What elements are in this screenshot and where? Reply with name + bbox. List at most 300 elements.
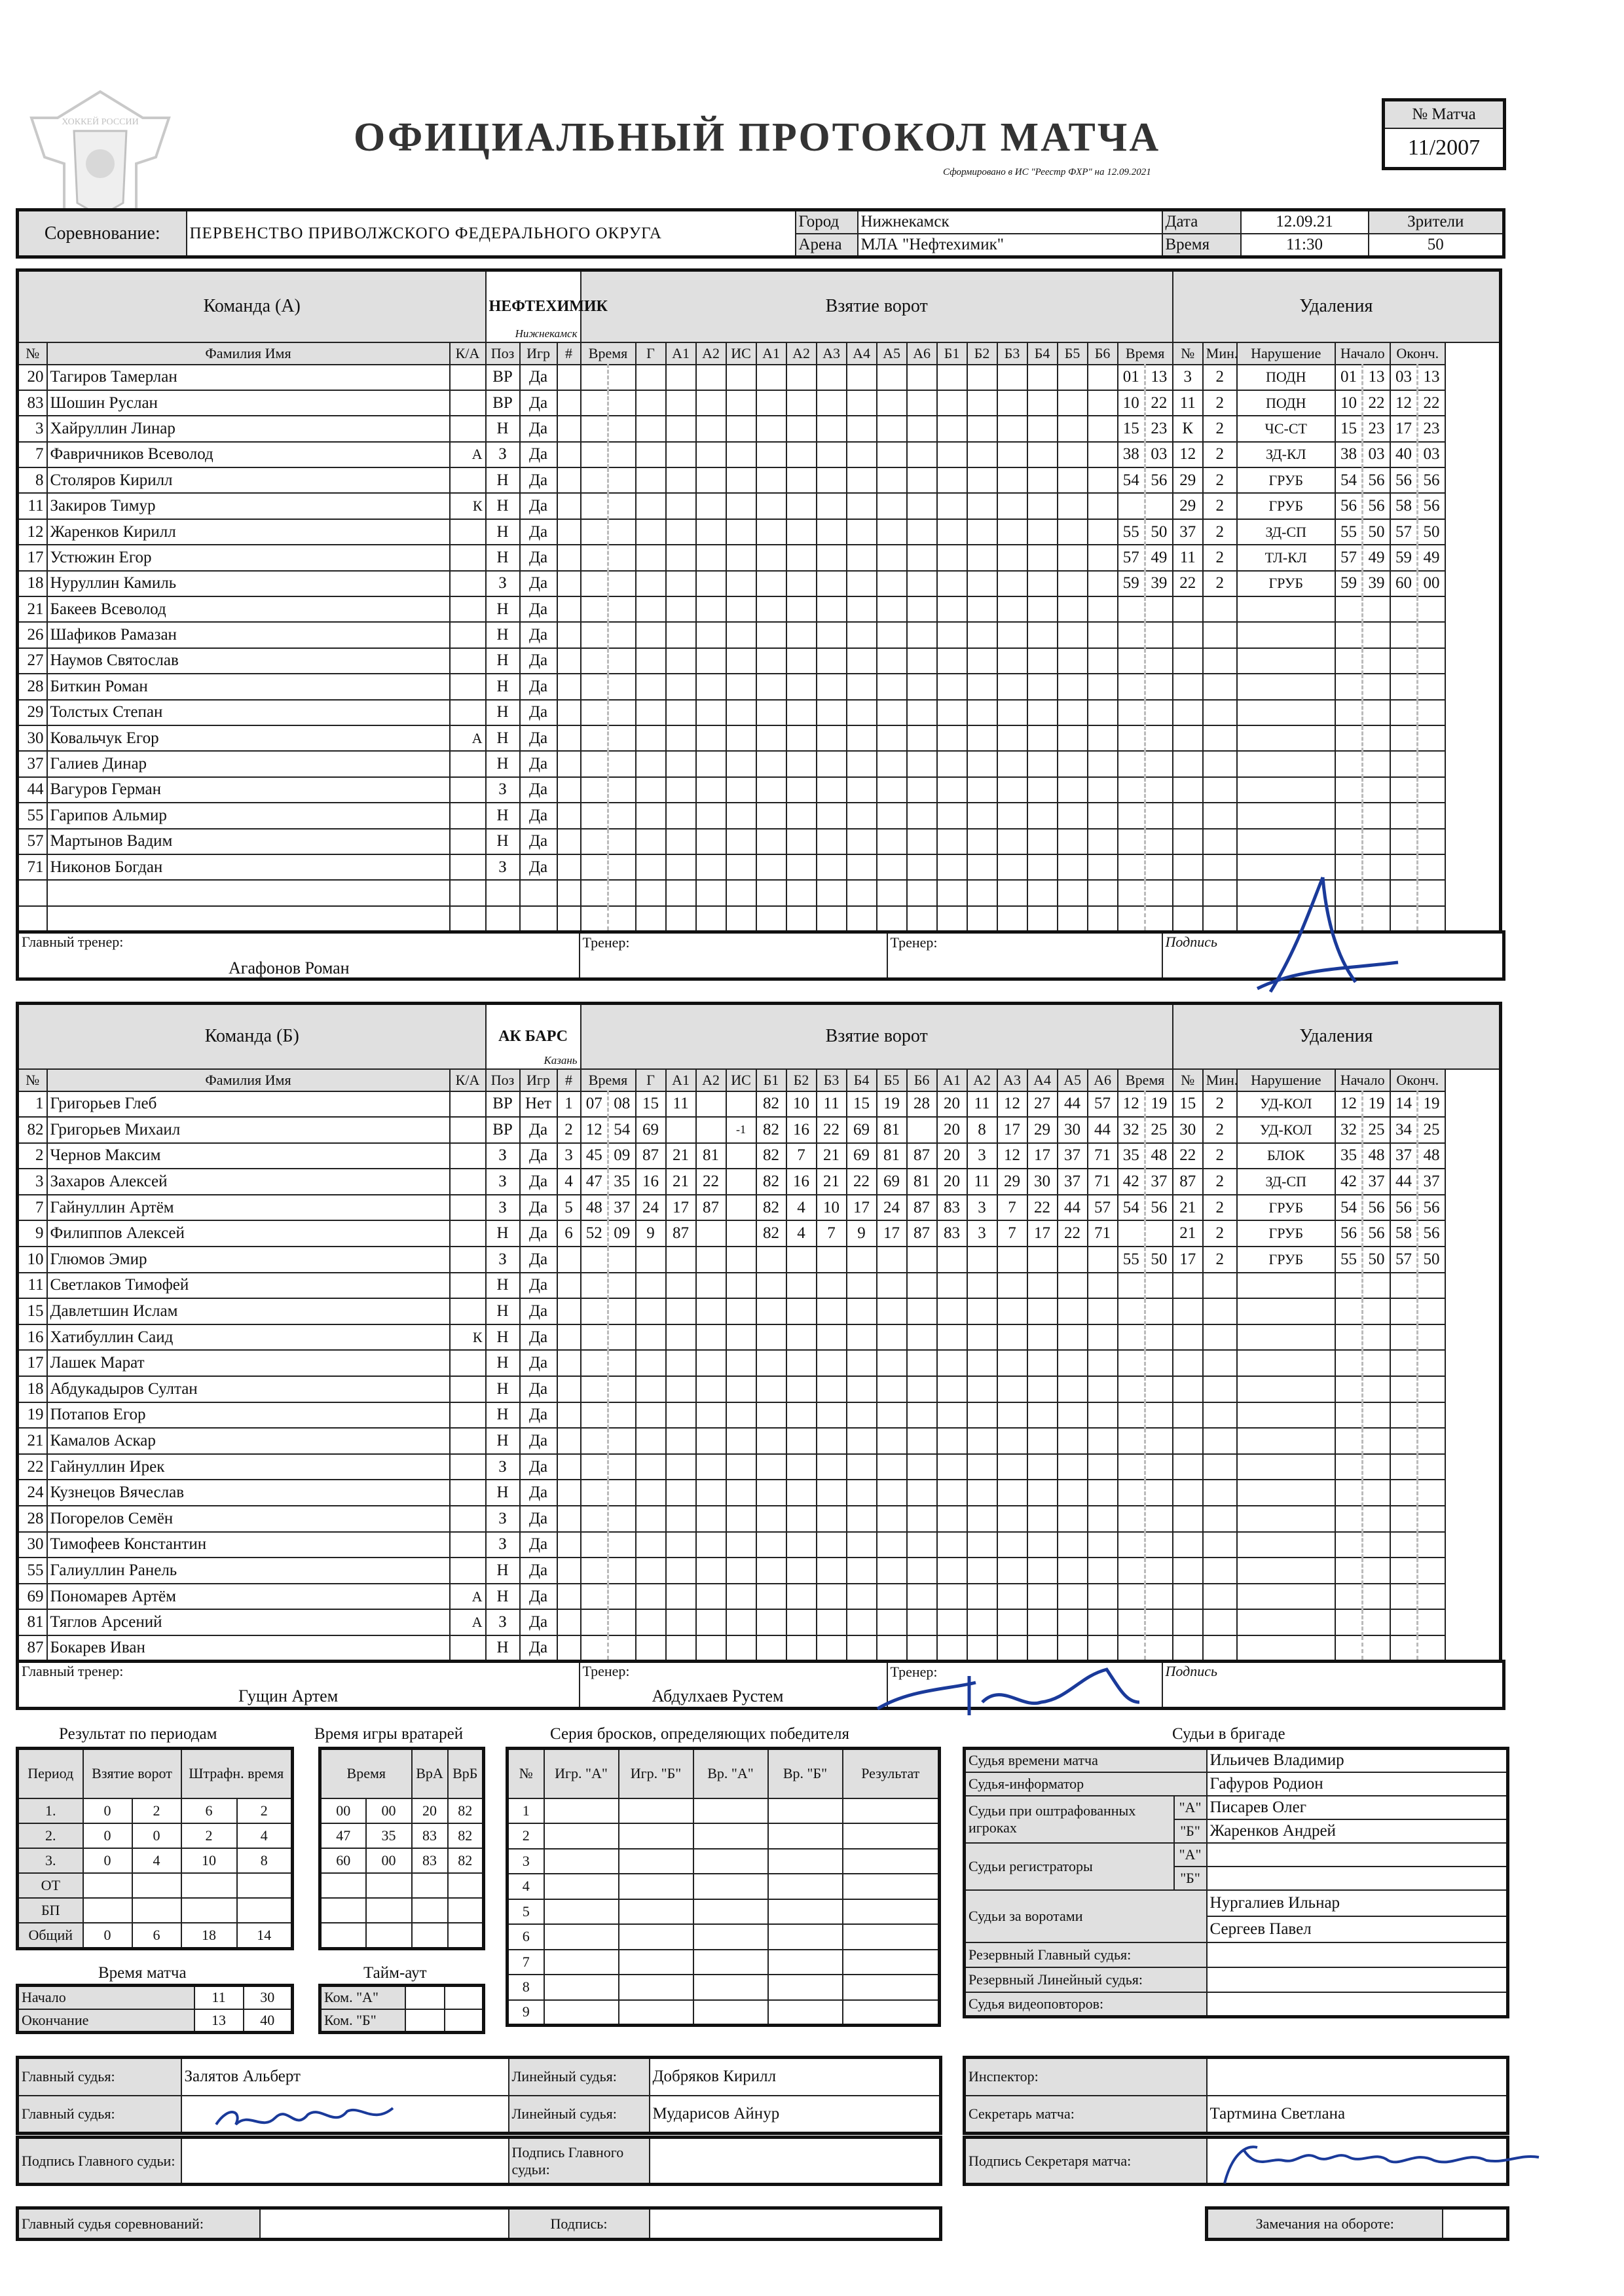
team_b-player-pos: Н bbox=[486, 1558, 520, 1584]
team_b-goal-own-onice: 7 bbox=[817, 1220, 847, 1247]
team_b-player-no: 11 bbox=[18, 1273, 47, 1299]
competition-ref-label: Главный судья соревнований: bbox=[18, 2208, 260, 2240]
team_a-player-no: 27 bbox=[18, 648, 47, 674]
team_b-goal-n: 5 bbox=[557, 1195, 581, 1221]
goalie-va: 83 bbox=[412, 1848, 448, 1873]
officials-title: Судьи в бригаде bbox=[1172, 1725, 1285, 1743]
team_a-pen-ts: 39 bbox=[1145, 571, 1173, 596]
team_b-pen-min: 2 bbox=[1203, 1195, 1237, 1221]
team_b-player-ka bbox=[450, 1143, 486, 1169]
arena: МЛА "Нефтехимик" bbox=[858, 234, 1162, 257]
team_b-player-no: 9 bbox=[18, 1220, 47, 1247]
team_b-goal-a1: 87 bbox=[666, 1220, 696, 1247]
team_b-pen-sm: 35 bbox=[1335, 1143, 1363, 1169]
team_a-pen-viol: ГРУБ bbox=[1237, 467, 1335, 493]
team_a-h-ka: К/А bbox=[450, 342, 486, 365]
table-row bbox=[18, 803, 1501, 828]
team_b-goal-own-onice: 81 bbox=[877, 1143, 907, 1169]
team_b-pen-es: 56 bbox=[1418, 1220, 1445, 1247]
period-pa: 6 bbox=[181, 1798, 237, 1823]
team_b-player-pos: Н bbox=[486, 1635, 520, 1662]
team_a-player-play: Да bbox=[520, 803, 557, 828]
line-ref-label-1: Линейный судья: bbox=[509, 2058, 650, 2096]
goalie-s: 00 bbox=[366, 1798, 412, 1823]
team_a-player-name: Устюжин Егор bbox=[47, 545, 450, 570]
team_a-player-no: 83 bbox=[18, 390, 47, 416]
team_b-h-onice-opp: А4 bbox=[1027, 1069, 1058, 1091]
team-b-goals-title: Взятие ворот bbox=[581, 1004, 1173, 1069]
coach-b-signature bbox=[871, 1663, 1146, 1722]
team_b-player-no: 1 bbox=[18, 1091, 47, 1118]
team_a-pen-es: 03 bbox=[1418, 442, 1445, 467]
goalie-s bbox=[366, 1898, 412, 1923]
team_b-goal-opp-onice: 17 bbox=[997, 1117, 1027, 1143]
team_b-pen-es: 25 bbox=[1418, 1117, 1445, 1143]
shootout-no: 5 bbox=[507, 1899, 544, 1925]
team_b-goal-opp-onice: 44 bbox=[1088, 1117, 1118, 1143]
team_a-player-no: 21 bbox=[18, 596, 47, 622]
team_b-player-name: Филиппов Алексей bbox=[47, 1220, 450, 1247]
team_b-goal-is bbox=[726, 1091, 756, 1118]
penbox-b: Жаренков Андрей bbox=[1207, 1819, 1508, 1843]
team_a-player-no: 17 bbox=[18, 545, 47, 570]
team_a-pen-ss: 23 bbox=[1363, 416, 1390, 441]
team-a-head-coach: Агафонов Роман bbox=[229, 958, 350, 977]
team_b-goal-is: -1 bbox=[726, 1117, 756, 1143]
competition-label: Соревнование: bbox=[18, 210, 187, 257]
team-b-sign-cell bbox=[1162, 1662, 1504, 1709]
period-gb: 6 bbox=[132, 1923, 181, 1949]
goalie-va bbox=[412, 1923, 448, 1949]
team-a-coach1-label: Тренер: bbox=[582, 934, 630, 951]
table-row bbox=[18, 1376, 1501, 1402]
team_a-h-onice-opp: Б4 bbox=[1027, 342, 1058, 365]
team_b-player-play: Да bbox=[520, 1376, 557, 1402]
timekeeper: Ильичев Владимир bbox=[1207, 1749, 1508, 1772]
table-row bbox=[18, 1584, 1501, 1610]
team_b-pen-sm: 32 bbox=[1335, 1117, 1363, 1143]
team_b-h-g_a2: А2 bbox=[696, 1069, 726, 1091]
team_a-player-name: Ковальчук Егор bbox=[47, 725, 450, 751]
goalie-m bbox=[320, 1923, 366, 1949]
team_b-player-name: Глюмов Эмир bbox=[47, 1247, 450, 1273]
team_a-player-play: Да bbox=[520, 829, 557, 854]
team_b-goal-own-onice: 11 bbox=[817, 1091, 847, 1118]
table-row bbox=[18, 1247, 1501, 1273]
team_b-pen-ss: 37 bbox=[1363, 1169, 1390, 1195]
team_a-h-goal-no: # bbox=[557, 342, 581, 365]
team_a-player-pos: З bbox=[486, 777, 520, 803]
team_a-player-ka bbox=[450, 777, 486, 803]
team_b-goal-is bbox=[726, 1195, 756, 1221]
team_a-player-ka bbox=[450, 803, 486, 828]
team_a-pen-em: 59 bbox=[1390, 545, 1418, 570]
team_b-goal-ts: 35 bbox=[608, 1169, 636, 1195]
team_b-pen-em: 37 bbox=[1390, 1143, 1418, 1169]
team_b-goal-own-onice: 17 bbox=[877, 1220, 907, 1247]
team_b-pen-ts: 50 bbox=[1145, 1247, 1173, 1273]
team_a-player-ka bbox=[450, 829, 486, 854]
team_b-pen-min: 2 bbox=[1203, 1247, 1237, 1273]
team_b-player-name: Кузнецов Вячеслав bbox=[47, 1480, 450, 1506]
team_b-goal-own-onice: 87 bbox=[907, 1143, 937, 1169]
line-ref-2: Мударисов Айнур bbox=[650, 2096, 941, 2134]
informer-label: Судья-информатор bbox=[965, 1772, 1207, 1796]
team_a-pen-tm: 01 bbox=[1118, 365, 1145, 390]
team_b-goal-n: 4 bbox=[557, 1169, 581, 1195]
team-a-name: НЕФТЕХИМИК bbox=[489, 297, 608, 315]
team_b-goal-ts: 09 bbox=[608, 1220, 636, 1247]
team_a-pen-ts bbox=[1145, 493, 1173, 519]
team_b-player-ka bbox=[450, 1402, 486, 1429]
team_a-pen-ts: 56 bbox=[1145, 467, 1173, 493]
team-a-coach1-cell bbox=[580, 932, 887, 979]
team_a-pen-ss: 50 bbox=[1363, 519, 1390, 545]
goalie-m bbox=[320, 1898, 366, 1923]
team_a-pen-em: 58 bbox=[1390, 493, 1418, 519]
table-row bbox=[18, 1273, 1501, 1299]
team_a-pen-em: 40 bbox=[1390, 442, 1418, 467]
team_a-h-pen-start: Начало bbox=[1335, 342, 1390, 365]
team_b-pen-min: 2 bbox=[1203, 1169, 1237, 1195]
table-row bbox=[18, 1428, 1501, 1454]
team_b-goal-tm: 12 bbox=[581, 1117, 608, 1143]
team_b-goal-opp-onice: 20 bbox=[937, 1169, 967, 1195]
team_b-player-ka bbox=[450, 1506, 486, 1532]
goalie-m: 47 bbox=[320, 1823, 366, 1848]
team_b-player-ka bbox=[450, 1558, 486, 1584]
team_a-h-g_a1: А1 bbox=[666, 342, 696, 365]
team_a-pen-em: 12 bbox=[1390, 390, 1418, 416]
team_b-player-pos: З bbox=[486, 1532, 520, 1558]
team_b-pen-ss: 48 bbox=[1363, 1143, 1390, 1169]
team_a-pen-es: 56 bbox=[1418, 467, 1445, 493]
team_a-player-no: 11 bbox=[18, 493, 47, 519]
team_a-player-pos: Н bbox=[486, 596, 520, 622]
team_a-player-no: 30 bbox=[18, 725, 47, 751]
team_a-pen-ss: 56 bbox=[1363, 467, 1390, 493]
team_a-pen-em: 56 bbox=[1390, 467, 1418, 493]
team_b-player-ka bbox=[450, 1428, 486, 1454]
goalie-vb bbox=[448, 1898, 484, 1923]
shootout-h-vb: Вр. "Б" bbox=[768, 1749, 843, 1798]
team_b-player-ka bbox=[450, 1220, 486, 1247]
team_b-player-no: 2 bbox=[18, 1143, 47, 1169]
team_b-pen-min: 2 bbox=[1203, 1220, 1237, 1247]
goalie-vb: 82 bbox=[448, 1823, 484, 1848]
team_a-pen-viol: ЗД-КЛ bbox=[1237, 442, 1335, 467]
table-row bbox=[18, 596, 1501, 622]
team_b-player-name: Пономарев Артём bbox=[47, 1584, 450, 1610]
team_b-goal-is bbox=[726, 1220, 756, 1247]
team_a-player-play: Да bbox=[520, 467, 557, 493]
team_a-player-name: Шошин Руслан bbox=[47, 390, 450, 416]
team_b-player-play: Да bbox=[520, 1506, 557, 1532]
team_b-goal-opp-onice: 8 bbox=[967, 1117, 997, 1143]
team_a-pen-sm: 55 bbox=[1335, 519, 1363, 545]
goal-judge-2: Сергеев Павел bbox=[1207, 1916, 1508, 1942]
team_b-goal-opp-onice: 3 bbox=[967, 1143, 997, 1169]
team_a-pen-tm: 15 bbox=[1118, 416, 1145, 441]
shootout-table bbox=[506, 1747, 941, 2027]
team_a-h-play: Игр bbox=[520, 342, 557, 365]
team_b-goal-opp-onice: 11 bbox=[967, 1091, 997, 1118]
team_a-player-pos: З bbox=[486, 442, 520, 467]
recorders-label: Судьи регистраторы bbox=[965, 1843, 1174, 1890]
team_b-goal-tm: 45 bbox=[581, 1143, 608, 1169]
team_b-goal-a2: 81 bbox=[696, 1143, 726, 1169]
team_a-player-play: Да bbox=[520, 622, 557, 647]
team-b-head-coach-cell bbox=[18, 1662, 580, 1709]
team_a-pen-viol: ПОДН bbox=[1237, 365, 1335, 390]
period-gb bbox=[132, 1898, 181, 1923]
team_b-goal-own-onice: 82 bbox=[756, 1220, 786, 1247]
team_b-goal-opp-onice: 3 bbox=[967, 1220, 997, 1247]
match-start-m: 11 bbox=[194, 1986, 244, 2009]
team-b-coach1-cell bbox=[580, 1662, 887, 1709]
team_a-h-onice-opp: Б2 bbox=[967, 342, 997, 365]
goalie-va: 83 bbox=[412, 1823, 448, 1848]
team_a-player-no: 12 bbox=[18, 519, 47, 545]
team_b-pen-ts: 48 bbox=[1145, 1143, 1173, 1169]
team_b-player-name: Потапов Егор bbox=[47, 1402, 450, 1429]
main-ref-label-2: Главный судья: bbox=[18, 2096, 181, 2134]
team_b-h-g_g: Г bbox=[636, 1069, 666, 1091]
team_b-goal-tm: 07 bbox=[581, 1091, 608, 1118]
team_a-player-ka bbox=[450, 467, 486, 493]
team_b-player-no: 69 bbox=[18, 1584, 47, 1610]
table-row bbox=[18, 1635, 1501, 1662]
table-row bbox=[18, 1532, 1501, 1558]
team_a-player-name: Фавричников Всеволод bbox=[47, 442, 450, 467]
team_b-goal-tm: 47 bbox=[581, 1169, 608, 1195]
team_b-h-play: Игр bbox=[520, 1069, 557, 1091]
team_b-h-g_a1: А1 bbox=[666, 1069, 696, 1091]
team_a-player-ka bbox=[450, 545, 486, 570]
team_a-pen-tm bbox=[1118, 493, 1145, 519]
reserve-line-label: Резервный Линейный судья: bbox=[965, 1967, 1207, 1992]
team-a-head-coach-cell bbox=[18, 932, 580, 979]
team_b-goal-opp-onice: 29 bbox=[1027, 1117, 1058, 1143]
team_b-goal-opp-onice: 20 bbox=[937, 1091, 967, 1118]
team_b-player-play: Да bbox=[520, 1117, 557, 1143]
time: 11:30 bbox=[1241, 234, 1369, 257]
team_a-player-play: Да bbox=[520, 571, 557, 596]
team_b-pen-ts: 25 bbox=[1145, 1117, 1173, 1143]
team_b-goal-own-onice: 81 bbox=[907, 1169, 937, 1195]
team_a-player-play: Да bbox=[520, 725, 557, 751]
team_a-player-ka bbox=[450, 648, 486, 674]
table-row bbox=[18, 1454, 1501, 1480]
team_a-pen-viol: ГРУБ bbox=[1237, 571, 1335, 596]
team_b-pen-no: 22 bbox=[1173, 1143, 1203, 1169]
team_b-pen-em: 34 bbox=[1390, 1117, 1418, 1143]
team_a-pen-viol: ТЛ-КЛ bbox=[1237, 545, 1335, 570]
team_a-player-pos: Н bbox=[486, 700, 520, 725]
team_b-goal-opp-onice: 12 bbox=[997, 1091, 1027, 1118]
team_b-player-pos: ВР bbox=[486, 1091, 520, 1118]
periods-h-period: Период bbox=[18, 1749, 83, 1798]
team_b-pen-viol: ГРУБ bbox=[1237, 1195, 1335, 1221]
team_b-pen-no: 87 bbox=[1173, 1169, 1203, 1195]
team_b-goal-g: 16 bbox=[636, 1169, 666, 1195]
team_a-h-onice-opp: Б1 bbox=[937, 342, 967, 365]
team_b-pen-viol: УД-КОЛ bbox=[1237, 1117, 1335, 1143]
team_b-pen-sm: 54 bbox=[1335, 1195, 1363, 1221]
team_a-player-play: Да bbox=[520, 648, 557, 674]
table-row bbox=[18, 467, 1501, 493]
match-end-m: 13 bbox=[194, 2009, 244, 2033]
table-row bbox=[18, 1091, 1501, 1118]
table-row bbox=[18, 390, 1501, 416]
match-info bbox=[16, 208, 1505, 259]
team_a-pen-sm: 54 bbox=[1335, 467, 1363, 493]
match-time-title: Время матча bbox=[98, 1964, 187, 1982]
team_b-goal-n: 6 bbox=[557, 1220, 581, 1247]
period-gb: 0 bbox=[132, 1823, 181, 1848]
team_a-pen-sm: 01 bbox=[1335, 365, 1363, 390]
timeout-title: Тайм-аут bbox=[363, 1964, 427, 1982]
team_a-pen-ss: 03 bbox=[1363, 442, 1390, 467]
team_a-player-name: Галиев Динар bbox=[47, 751, 450, 776]
team_a-pen-no: 12 bbox=[1173, 442, 1203, 467]
team_b-player-ka: А bbox=[450, 1609, 486, 1635]
team_b-player-name: Чернов Максим bbox=[47, 1143, 450, 1169]
team_a-player-ka bbox=[450, 854, 486, 880]
timekeeper-label: Судья времени матча bbox=[965, 1749, 1207, 1772]
team_b-goal-own-onice: 69 bbox=[847, 1143, 877, 1169]
team_b-player-pos: Н bbox=[486, 1273, 520, 1299]
team_b-goal-own-onice: 87 bbox=[907, 1195, 937, 1221]
team_b-goal-own-onice: 19 bbox=[877, 1091, 907, 1118]
team_a-player-no: 44 bbox=[18, 777, 47, 803]
team_b-h-onice-own: Б4 bbox=[847, 1069, 877, 1091]
team_b-player-play: Да bbox=[520, 1273, 557, 1299]
goalie-time-table bbox=[318, 1747, 485, 1950]
team_b-goal-own-onice bbox=[907, 1117, 937, 1143]
team_a-player-name: Закиров Тимур bbox=[47, 493, 450, 519]
team_a-h-goal-time: Время bbox=[581, 342, 636, 365]
team_a-player-name: Мартынов Вадим bbox=[47, 829, 450, 854]
team_b-player-play: Да bbox=[520, 1195, 557, 1221]
team_a-pen-min: 2 bbox=[1203, 365, 1237, 390]
team_b-goal-a2: 87 bbox=[696, 1195, 726, 1221]
team_a-pen-no: К bbox=[1173, 416, 1203, 441]
team_b-pen-ss: 19 bbox=[1363, 1091, 1390, 1118]
team_b-player-ka bbox=[450, 1091, 486, 1118]
table-row bbox=[18, 519, 1501, 545]
team_b-player-play: Нет bbox=[520, 1091, 557, 1118]
team_b-player-pos: З bbox=[486, 1195, 520, 1221]
team_b-goal-opp-onice: 29 bbox=[997, 1169, 1027, 1195]
period-label: 2. bbox=[18, 1823, 83, 1848]
team_a-h-name: Фамилия Имя bbox=[47, 342, 450, 365]
team_a-pen-sm: 38 bbox=[1335, 442, 1363, 467]
team_a-player-no: 37 bbox=[18, 751, 47, 776]
team_b-player-ka bbox=[450, 1169, 486, 1195]
table-row bbox=[18, 777, 1501, 803]
sign-label: Подпись: bbox=[509, 2208, 650, 2240]
team_a-player-play: Да bbox=[520, 416, 557, 441]
team_b-player-no: 7 bbox=[18, 1195, 47, 1221]
team_a-pen-ts: 50 bbox=[1145, 519, 1173, 545]
team_a-pen-sm: 15 bbox=[1335, 416, 1363, 441]
team_a-player-ka bbox=[450, 571, 486, 596]
team_b-pen-tm bbox=[1118, 1220, 1145, 1247]
team-b-coach1-label: Тренер: bbox=[582, 1663, 630, 1680]
team_b-goal-ts: 37 bbox=[608, 1195, 636, 1221]
team_a-pen-em: 03 bbox=[1390, 365, 1418, 390]
goalie-vb: 82 bbox=[448, 1848, 484, 1873]
team_a-player-ka: А bbox=[450, 725, 486, 751]
team_a-player-name: Столяров Кирилл bbox=[47, 467, 450, 493]
team_a-pen-no: 22 bbox=[1173, 571, 1203, 596]
team_b-goal-opp-onice: 3 bbox=[967, 1195, 997, 1221]
team_b-pen-viol: ГРУБ bbox=[1237, 1247, 1335, 1273]
team_a-player-name: Нуруллин Камиль bbox=[47, 571, 450, 596]
team_b-player-pos: Н bbox=[486, 1428, 520, 1454]
table-row bbox=[18, 751, 1501, 776]
team_a-player-pos: Н bbox=[486, 648, 520, 674]
table-row bbox=[18, 1324, 1501, 1351]
remarks-table bbox=[1205, 2206, 1509, 2241]
team_b-player-no: 82 bbox=[18, 1117, 47, 1143]
team_a-pen-min: 2 bbox=[1203, 442, 1237, 467]
team_b-goal-g: 69 bbox=[636, 1117, 666, 1143]
timeout-table bbox=[318, 1984, 485, 2034]
team_a-player-pos: Н bbox=[486, 674, 520, 699]
period-pb: 2 bbox=[237, 1798, 293, 1823]
team_b-goal-own-onice: 69 bbox=[847, 1117, 877, 1143]
shootout-no: 7 bbox=[507, 1950, 544, 1975]
team_a-player-name: Толстых Степан bbox=[47, 700, 450, 725]
reserve-ref-label: Резервный Главный судья: bbox=[965, 1942, 1207, 1967]
team_b-player-play: Да bbox=[520, 1247, 557, 1273]
goalie-va bbox=[412, 1873, 448, 1898]
city-label: Город bbox=[796, 210, 858, 234]
shootout-no: 6 bbox=[507, 1924, 544, 1950]
team_a-player-play: Да bbox=[520, 674, 557, 699]
team_a-pen-min: 2 bbox=[1203, 493, 1237, 519]
table-row bbox=[18, 829, 1501, 854]
team_a-player-play: Да bbox=[520, 854, 557, 880]
team_b-pen-viol: УД-КОЛ bbox=[1237, 1091, 1335, 1118]
team_a-player-ka bbox=[450, 622, 486, 647]
line-ref-label-2: Линейный судья: bbox=[509, 2096, 650, 2134]
table-row bbox=[18, 1480, 1501, 1506]
team_b-pen-tm: 55 bbox=[1118, 1247, 1145, 1273]
team_a-player-no: 18 bbox=[18, 571, 47, 596]
team_a-pen-es: 13 bbox=[1418, 365, 1445, 390]
team_b-player-pos: Н bbox=[486, 1480, 520, 1506]
remarks-label: Замечания на обороте: bbox=[1207, 2208, 1443, 2240]
video-label: Судья видеоповторов: bbox=[965, 1992, 1207, 2017]
sign-main-table bbox=[16, 2136, 942, 2186]
team_b-goal-opp-onice: 20 bbox=[937, 1117, 967, 1143]
team_a-pen-ts: 23 bbox=[1145, 416, 1173, 441]
team_b-goal-own-onice: 24 bbox=[877, 1195, 907, 1221]
date-label: Дата bbox=[1162, 210, 1241, 234]
team_b-pen-ss: 50 bbox=[1363, 1247, 1390, 1273]
team_a-pen-min: 2 bbox=[1203, 390, 1237, 416]
team_b-pen-viol: БЛОК bbox=[1237, 1143, 1335, 1169]
team_b-player-no: 18 bbox=[18, 1376, 47, 1402]
team-b-head-coach: Гущин Артем bbox=[238, 1686, 339, 1706]
team_a-pen-ss: 56 bbox=[1363, 493, 1390, 519]
team_a-h-onice-opp: Б3 bbox=[997, 342, 1027, 365]
team_b-player-play: Да bbox=[520, 1324, 557, 1351]
goalie-h-time: Время bbox=[320, 1749, 412, 1798]
